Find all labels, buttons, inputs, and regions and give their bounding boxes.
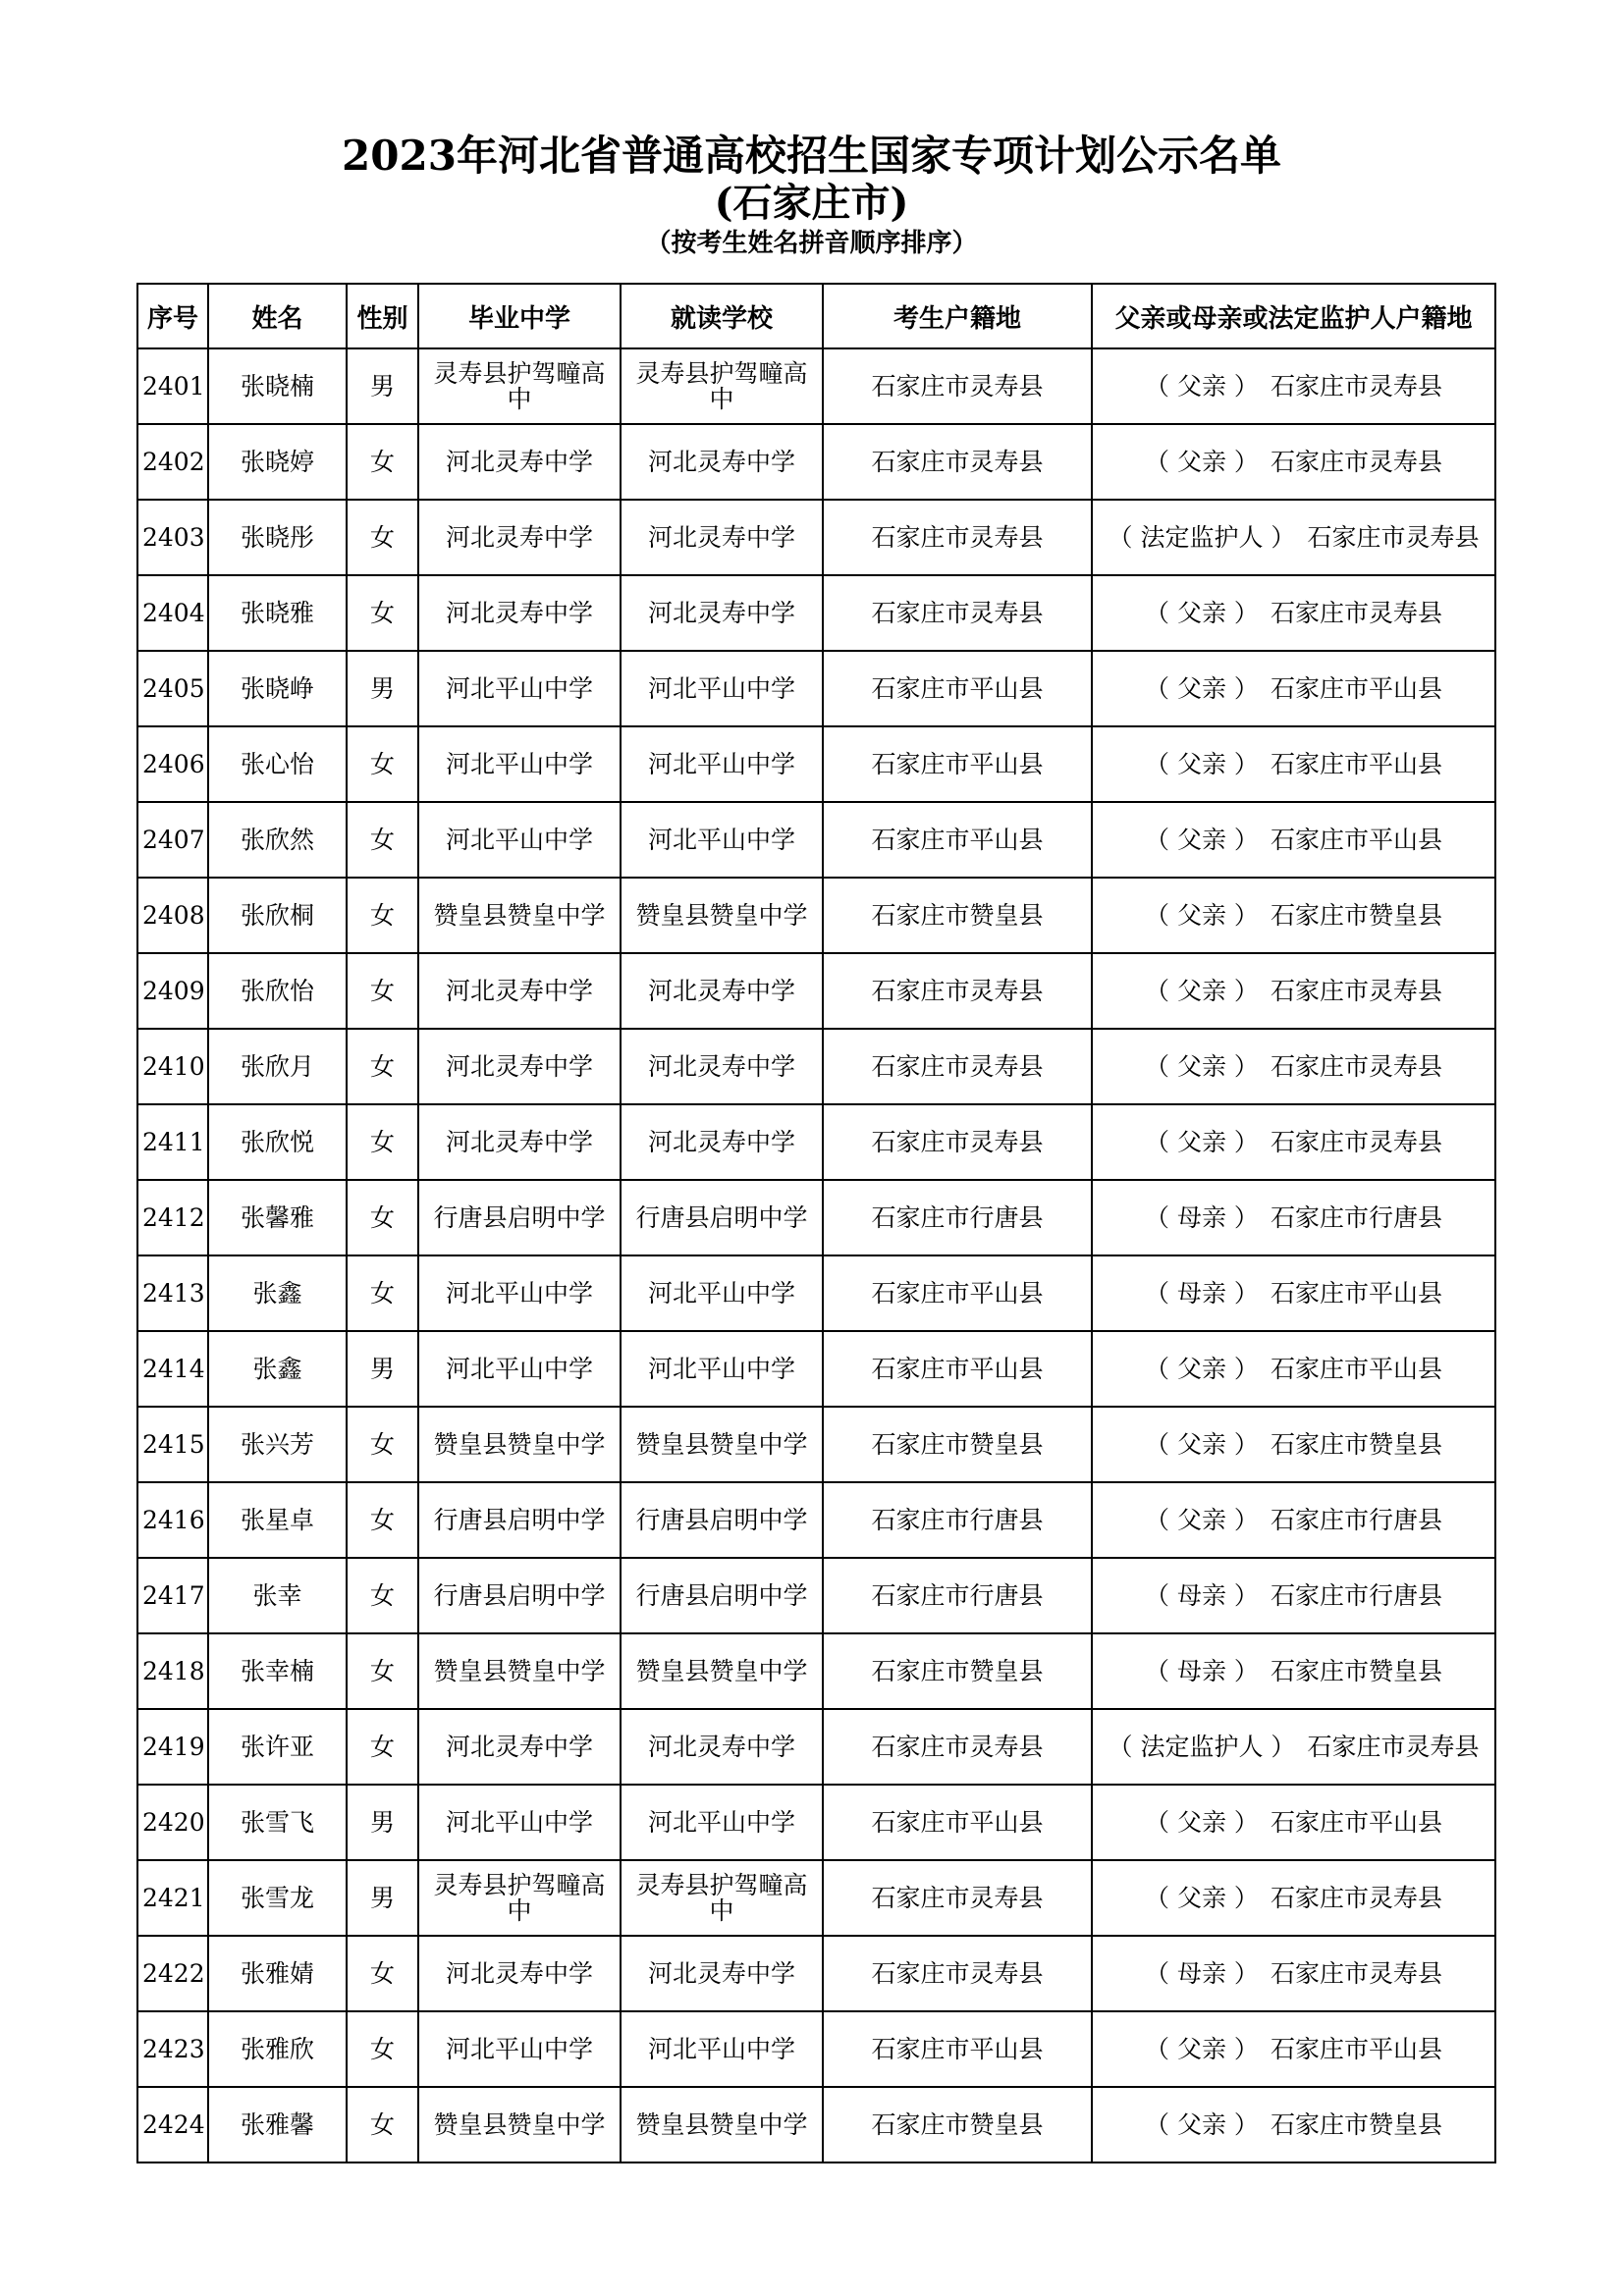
cell-seq: 2410 [137, 1029, 208, 1104]
cell-gender: 女 [347, 1936, 418, 2011]
cell-gender: 女 [347, 726, 418, 802]
cell-guardian-hukou [1092, 1633, 1495, 1709]
cell-gender: 男 [347, 1331, 418, 1407]
cell-guardian-hukou [1092, 878, 1495, 953]
table-row [137, 1331, 1495, 1407]
cell-gender: 女 [347, 1407, 418, 1482]
cell-gender: 男 [347, 1785, 418, 1860]
roster-table [136, 283, 1496, 2163]
guardian-place: 石家庄市平山县 [1270, 673, 1442, 703]
cell-hukou: 石家庄市行唐县 [823, 1482, 1092, 1558]
cell-gender: 女 [347, 1104, 418, 1180]
cell-hukou: 石家庄市平山县 [823, 651, 1092, 726]
guardian-place: 石家庄市灵寿县 [1270, 598, 1442, 627]
cell-grad-school: 河北平山中学 [418, 1255, 621, 1331]
cell-seq: 2415 [137, 1407, 208, 1482]
table-row [137, 2087, 1495, 2163]
cell-seq: 2409 [137, 953, 208, 1029]
cell-hukou: 石家庄市平山县 [823, 1255, 1092, 1331]
guardian-relation: （ 父亲 ） [1145, 2109, 1259, 2139]
guardian-relation: （ 父亲 ） [1145, 1505, 1259, 1534]
cell-hukou: 石家庄市行唐县 [823, 1180, 1092, 1255]
guardian-relation: （ 父亲 ） [1145, 749, 1259, 778]
table-row [137, 1255, 1495, 1331]
cell-gender: 女 [347, 953, 418, 1029]
guardian-relation: （ 父亲 ） [1145, 371, 1259, 400]
table-row [137, 802, 1495, 878]
cell-current-school: 河北平山中学 [621, 1255, 823, 1331]
table-row [137, 1029, 1495, 1104]
cell-gender: 女 [347, 1029, 418, 1104]
guardian-place: 石家庄市平山县 [1270, 825, 1442, 854]
cell-current-school: 河北灵寿中学 [621, 424, 823, 500]
guardian-relation: （ 父亲 ） [1145, 447, 1259, 476]
cell-grad-school: 灵寿县护驾疃高中 [418, 348, 621, 424]
cell-hukou: 石家庄市赞皇县 [823, 878, 1092, 953]
cell-gender: 女 [347, 1709, 418, 1785]
cell-name: 张鑫 [208, 1331, 347, 1407]
cell-current-school: 河北平山中学 [621, 726, 823, 802]
cell-gender: 女 [347, 802, 418, 878]
cell-name: 张晓峥 [208, 651, 347, 726]
guardian-relation: （ 父亲 ） [1145, 1883, 1259, 1912]
cell-grad-school: 行唐县启明中学 [418, 1482, 621, 1558]
cell-grad-school: 河北平山中学 [418, 1331, 621, 1407]
cell-gender: 女 [347, 878, 418, 953]
header-grad-school: 毕业中学 [418, 284, 621, 348]
cell-current-school: 河北平山中学 [621, 651, 823, 726]
cell-current-school: 行唐县启明中学 [621, 1482, 823, 1558]
cell-current-school: 行唐县启明中学 [621, 1558, 823, 1633]
page-subtitle: (石家庄市) [714, 180, 909, 226]
cell-hukou: 石家庄市灵寿县 [823, 1709, 1092, 1785]
header-current-school: 就读学校 [621, 284, 823, 348]
cell-name: 张兴芳 [208, 1407, 347, 1482]
cell-hukou: 石家庄市灵寿县 [823, 1029, 1092, 1104]
cell-grad-school: 河北灵寿中学 [418, 953, 621, 1029]
cell-name: 张晓婷 [208, 424, 347, 500]
table-row [137, 1860, 1495, 1936]
guardian-place: 石家庄市灵寿县 [1270, 1958, 1442, 1988]
table-row [137, 1558, 1495, 1633]
cell-seq: 2413 [137, 1255, 208, 1331]
cell-gender: 女 [347, 1558, 418, 1633]
cell-grad-school: 河北平山中学 [418, 802, 621, 878]
table-row [137, 424, 1495, 500]
cell-hukou: 石家庄市平山县 [823, 726, 1092, 802]
cell-current-school: 河北平山中学 [621, 1785, 823, 1860]
cell-gender: 女 [347, 2011, 418, 2087]
cell-gender: 女 [347, 1180, 418, 1255]
header-row [137, 284, 1495, 348]
table-row [137, 1180, 1495, 1255]
cell-name: 张雪飞 [208, 1785, 347, 1860]
table-row [137, 953, 1495, 1029]
cell-gender: 女 [347, 500, 418, 575]
cell-guardian-hukou [1092, 1407, 1495, 1482]
guardian-relation: （ 母亲 ） [1145, 1580, 1259, 1610]
guardian-place: 石家庄市赞皇县 [1270, 900, 1442, 930]
cell-seq: 2401 [137, 348, 208, 424]
sort-note: （按考生姓名拼音顺序排序） [645, 229, 978, 258]
table-row [137, 651, 1495, 726]
cell-grad-school: 行唐县启明中学 [418, 1180, 621, 1255]
cell-grad-school: 赞皇县赞皇中学 [418, 2087, 621, 2163]
cell-grad-school: 河北灵寿中学 [418, 1936, 621, 2011]
table-row [137, 878, 1495, 953]
cell-current-school: 赞皇县赞皇中学 [621, 2087, 823, 2163]
cell-seq: 2424 [137, 2087, 208, 2163]
cell-guardian-hukou [1092, 2087, 1495, 2163]
cell-current-school: 灵寿县护驾疃高中 [621, 1860, 823, 1936]
table-row [137, 1709, 1495, 1785]
cell-grad-school: 行唐县启明中学 [418, 1558, 621, 1633]
cell-current-school: 河北灵寿中学 [621, 500, 823, 575]
table-row [137, 1633, 1495, 1709]
header-seq: 序号 [137, 284, 208, 348]
guardian-place: 石家庄市灵寿县 [1270, 371, 1442, 400]
header-gender: 性别 [347, 284, 418, 348]
cell-name: 张欣悦 [208, 1104, 347, 1180]
table-row [137, 1482, 1495, 1558]
cell-guardian-hukou [1092, 726, 1495, 802]
cell-seq: 2420 [137, 1785, 208, 1860]
table-row [137, 1407, 1495, 1482]
cell-guardian-hukou [1092, 1255, 1495, 1331]
cell-name: 张晓彤 [208, 500, 347, 575]
cell-name: 张馨雅 [208, 1180, 347, 1255]
cell-guardian-hukou [1092, 2011, 1495, 2087]
header-hukou: 考生户籍地 [823, 284, 1092, 348]
guardian-relation: （ 父亲 ） [1145, 673, 1259, 703]
cell-seq: 2402 [137, 424, 208, 500]
cell-seq: 2405 [137, 651, 208, 726]
cell-grad-school: 河北灵寿中学 [418, 1709, 621, 1785]
cell-name: 张心怡 [208, 726, 347, 802]
cell-guardian-hukou [1092, 575, 1495, 651]
cell-name: 张欣然 [208, 802, 347, 878]
cell-gender: 女 [347, 1482, 418, 1558]
cell-name: 张星卓 [208, 1482, 347, 1558]
table-body [137, 348, 1495, 2163]
cell-seq: 2416 [137, 1482, 208, 1558]
guardian-place: 石家庄市灵寿县 [1307, 1732, 1480, 1761]
cell-name: 张雅欣 [208, 2011, 347, 2087]
cell-grad-school: 河北灵寿中学 [418, 1104, 621, 1180]
cell-current-school: 河北灵寿中学 [621, 1029, 823, 1104]
cell-seq: 2408 [137, 878, 208, 953]
guardian-place: 石家庄市灵寿县 [1270, 1883, 1442, 1912]
cell-name: 张欣月 [208, 1029, 347, 1104]
cell-current-school: 赞皇县赞皇中学 [621, 1633, 823, 1709]
cell-current-school: 河北灵寿中学 [621, 1104, 823, 1180]
cell-seq: 2411 [137, 1104, 208, 1180]
cell-name: 张晓楠 [208, 348, 347, 424]
guardian-place: 石家庄市灵寿县 [1270, 447, 1442, 476]
table-row [137, 575, 1495, 651]
cell-name: 张鑫 [208, 1255, 347, 1331]
cell-gender: 男 [347, 348, 418, 424]
cell-hukou: 石家庄市灵寿县 [823, 424, 1092, 500]
cell-seq: 2407 [137, 802, 208, 878]
cell-guardian-hukou [1092, 1180, 1495, 1255]
cell-current-school: 灵寿县护驾疃高中 [621, 348, 823, 424]
cell-guardian-hukou [1092, 802, 1495, 878]
cell-grad-school: 河北灵寿中学 [418, 1029, 621, 1104]
guardian-relation: （ 父亲 ） [1145, 2034, 1259, 2063]
cell-grad-school: 河北灵寿中学 [418, 500, 621, 575]
cell-grad-school: 赞皇县赞皇中学 [418, 1633, 621, 1709]
cell-current-school: 河北灵寿中学 [621, 575, 823, 651]
cell-name: 张欣桐 [208, 878, 347, 953]
guardian-relation: （ 父亲 ） [1145, 598, 1259, 627]
cell-guardian-hukou [1092, 424, 1495, 500]
table-row [137, 1785, 1495, 1860]
cell-name: 张雪龙 [208, 1860, 347, 1936]
guardian-place: 石家庄市平山县 [1270, 749, 1442, 778]
guardian-relation: （ 父亲 ） [1145, 825, 1259, 854]
cell-hukou: 石家庄市灵寿县 [823, 500, 1092, 575]
cell-current-school: 河北灵寿中学 [621, 1709, 823, 1785]
guardian-relation: （ 父亲 ） [1145, 1807, 1259, 1837]
cell-current-school: 河北平山中学 [621, 2011, 823, 2087]
cell-guardian-hukou [1092, 348, 1495, 424]
cell-current-school: 赞皇县赞皇中学 [621, 878, 823, 953]
cell-seq: 2418 [137, 1633, 208, 1709]
cell-hukou: 石家庄市灵寿县 [823, 1936, 1092, 2011]
guardian-relation: （ 父亲 ） [1145, 1127, 1259, 1156]
cell-gender: 女 [347, 2087, 418, 2163]
table-row [137, 500, 1495, 575]
cell-name: 张雅馨 [208, 2087, 347, 2163]
cell-name: 张晓雅 [208, 575, 347, 651]
cell-seq: 2406 [137, 726, 208, 802]
cell-grad-school: 河北灵寿中学 [418, 575, 621, 651]
cell-hukou: 石家庄市赞皇县 [823, 1633, 1092, 1709]
cell-guardian-hukou [1092, 1104, 1495, 1180]
cell-seq: 2417 [137, 1558, 208, 1633]
cell-seq: 2403 [137, 500, 208, 575]
table-row [137, 348, 1495, 424]
cell-hukou: 石家庄市平山县 [823, 1331, 1092, 1407]
cell-gender: 男 [347, 651, 418, 726]
cell-hukou: 石家庄市灵寿县 [823, 1104, 1092, 1180]
guardian-relation: （ 父亲 ） [1145, 900, 1259, 930]
guardian-relation: （ 母亲 ） [1145, 1656, 1259, 1685]
cell-current-school: 河北灵寿中学 [621, 953, 823, 1029]
cell-hukou: 石家庄市灵寿县 [823, 348, 1092, 424]
cell-current-school: 行唐县启明中学 [621, 1180, 823, 1255]
cell-seq: 2422 [137, 1936, 208, 2011]
guardian-place: 石家庄市赞皇县 [1270, 1656, 1442, 1685]
cell-hukou: 石家庄市行唐县 [823, 1558, 1092, 1633]
header-name: 姓名 [208, 284, 347, 348]
cell-hukou: 石家庄市灵寿县 [823, 575, 1092, 651]
cell-guardian-hukou [1092, 1936, 1495, 2011]
cell-gender: 女 [347, 1255, 418, 1331]
guardian-place: 石家庄市平山县 [1270, 2034, 1442, 2063]
cell-grad-school: 河北平山中学 [418, 1785, 621, 1860]
cell-guardian-hukou [1092, 651, 1495, 726]
cell-current-school: 河北灵寿中学 [621, 1936, 823, 2011]
guardian-place: 石家庄市灵寿县 [1270, 1051, 1442, 1081]
cell-guardian-hukou [1092, 1029, 1495, 1104]
guardian-relation: （ 父亲 ） [1145, 1354, 1259, 1383]
cell-guardian-hukou [1092, 1860, 1495, 1936]
guardian-place: 石家庄市灵寿县 [1307, 522, 1480, 552]
guardian-place: 石家庄市行唐县 [1270, 1580, 1442, 1610]
cell-seq: 2421 [137, 1860, 208, 1936]
cell-hukou: 石家庄市平山县 [823, 1785, 1092, 1860]
cell-grad-school: 河北平山中学 [418, 651, 621, 726]
cell-hukou: 石家庄市平山县 [823, 2011, 1092, 2087]
cell-guardian-hukou [1092, 1558, 1495, 1633]
cell-name: 张幸 [208, 1558, 347, 1633]
cell-seq: 2414 [137, 1331, 208, 1407]
table-row [137, 2011, 1495, 2087]
cell-current-school: 河北平山中学 [621, 1331, 823, 1407]
cell-grad-school: 赞皇县赞皇中学 [418, 1407, 621, 1482]
cell-seq: 2412 [137, 1180, 208, 1255]
cell-gender: 女 [347, 575, 418, 651]
table-row [137, 726, 1495, 802]
guardian-relation: （ 父亲 ） [1145, 1051, 1259, 1081]
cell-gender: 男 [347, 1860, 418, 1936]
guardian-relation: （ 法定监护人 ） [1108, 1732, 1296, 1761]
page-title: 2023年河北省普通高校招生国家专项计划公示名单 [342, 132, 1281, 180]
cell-name: 张幸楠 [208, 1633, 347, 1709]
cell-hukou: 石家庄市灵寿县 [823, 953, 1092, 1029]
guardian-place: 石家庄市赞皇县 [1270, 1429, 1442, 1459]
guardian-relation: （ 父亲 ） [1145, 976, 1259, 1005]
cell-guardian-hukou [1092, 1785, 1495, 1860]
cell-guardian-hukou [1092, 1482, 1495, 1558]
guardian-place: 石家庄市行唐县 [1270, 1202, 1442, 1232]
cell-grad-school: 河北平山中学 [418, 726, 621, 802]
guardian-relation: （ 母亲 ） [1145, 1202, 1259, 1232]
cell-hukou: 石家庄市平山县 [823, 802, 1092, 878]
cell-current-school: 赞皇县赞皇中学 [621, 1407, 823, 1482]
cell-grad-school: 河北灵寿中学 [418, 424, 621, 500]
guardian-place: 石家庄市灵寿县 [1270, 976, 1442, 1005]
guardian-relation: （ 母亲 ） [1145, 1278, 1259, 1308]
cell-guardian-hukou [1092, 953, 1495, 1029]
guardian-relation: （ 父亲 ） [1145, 1429, 1259, 1459]
cell-gender: 女 [347, 424, 418, 500]
table-row [137, 1104, 1495, 1180]
cell-hukou: 石家庄市赞皇县 [823, 1407, 1092, 1482]
guardian-place: 石家庄市行唐县 [1270, 1505, 1442, 1534]
cell-grad-school: 赞皇县赞皇中学 [418, 878, 621, 953]
cell-hukou: 石家庄市赞皇县 [823, 2087, 1092, 2163]
guardian-place: 石家庄市平山县 [1270, 1354, 1442, 1383]
cell-name: 张雅婧 [208, 1936, 347, 2011]
cell-seq: 2404 [137, 575, 208, 651]
cell-guardian-hukou [1092, 1331, 1495, 1407]
cell-seq: 2419 [137, 1709, 208, 1785]
table-row [137, 1936, 1495, 2011]
cell-gender: 女 [347, 1633, 418, 1709]
cell-name: 张欣怡 [208, 953, 347, 1029]
guardian-place: 石家庄市平山县 [1270, 1278, 1442, 1308]
cell-grad-school: 灵寿县护驾疃高中 [418, 1860, 621, 1936]
guardian-relation: （ 母亲 ） [1145, 1958, 1259, 1988]
cell-grad-school: 河北平山中学 [418, 2011, 621, 2087]
cell-current-school: 河北平山中学 [621, 802, 823, 878]
header-guardian-hukou: 父亲或母亲或法定监护人户籍地 [1092, 284, 1495, 348]
cell-hukou: 石家庄市灵寿县 [823, 1860, 1092, 1936]
cell-guardian-hukou [1092, 1709, 1495, 1785]
cell-name: 张许亚 [208, 1709, 347, 1785]
cell-seq: 2423 [137, 2011, 208, 2087]
guardian-place: 石家庄市灵寿县 [1270, 1127, 1442, 1156]
cell-guardian-hukou [1092, 500, 1495, 575]
guardian-place: 石家庄市平山县 [1270, 1807, 1442, 1837]
guardian-place: 石家庄市赞皇县 [1270, 2109, 1442, 2139]
guardian-relation: （ 法定监护人 ） [1108, 522, 1296, 552]
